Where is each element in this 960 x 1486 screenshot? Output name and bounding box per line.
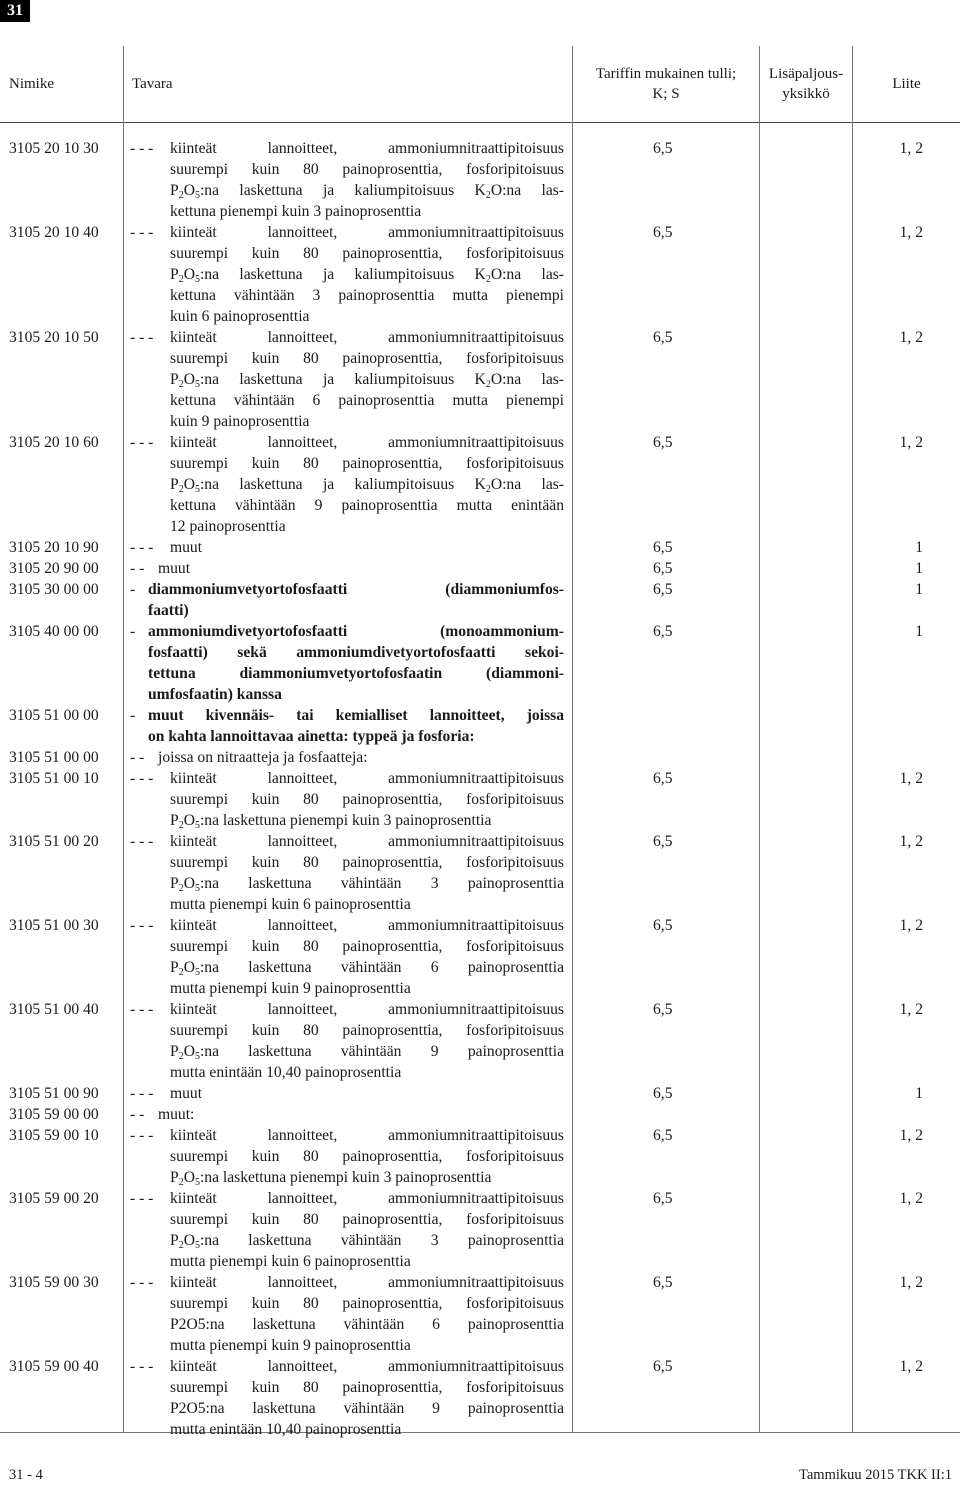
description-line: on kahta lannoittavaa ainetta: typpeä ja fosforia: bbox=[148, 728, 475, 745]
description-line: suurempi kuin 80 painoprosenttia, fosforipitoisuus bbox=[170, 161, 564, 178]
description-line: kiinteät lannoitteet, ammoniumnitraattipitoisuus bbox=[170, 1358, 564, 1375]
description-line: kiinteät lannoitteet, ammoniumnitraattipitoisuus bbox=[170, 770, 564, 787]
row-code: 3105 51 00 00 bbox=[9, 749, 99, 766]
row-liite: 1, 2 bbox=[899, 1190, 923, 1207]
row-code: 3105 51 00 40 bbox=[9, 1001, 99, 1018]
row-level-dash: - bbox=[130, 623, 136, 640]
row-level-dash: - - bbox=[130, 1106, 145, 1123]
description-line: kiinteät lannoitteet, ammoniumnitraattipitoisuus bbox=[170, 1190, 564, 1207]
row-level-dash: - - - bbox=[130, 1190, 154, 1207]
description-line: faatti) bbox=[148, 602, 189, 619]
description-line: mutta pienempi kuin 6 painoprosenttia bbox=[170, 1253, 411, 1270]
row-duty-rate: 6,5 bbox=[653, 770, 673, 787]
row-level-dash: - - bbox=[130, 560, 145, 577]
table-row bbox=[0, 768, 960, 831]
row-level-dash: - - - bbox=[130, 224, 154, 241]
description-line: P2O5:na laskettuna vähintään 9 painoprosenttia bbox=[170, 1400, 564, 1417]
description-line: kettuna vähintään 9 painoprosenttia mutta enintään bbox=[170, 497, 564, 514]
description-line: mutta enintään 10,40 painoprosenttia bbox=[170, 1421, 402, 1438]
row-level-dash: - - - bbox=[130, 1127, 154, 1144]
row-liite: 1, 2 bbox=[899, 1358, 923, 1375]
row-liite: 1 bbox=[915, 539, 923, 556]
row-duty-rate: 6,5 bbox=[653, 1001, 673, 1018]
row-code: 3105 59 00 10 bbox=[9, 1127, 99, 1144]
row-duty-rate: 6,5 bbox=[653, 329, 673, 346]
description-line: suurempi kuin 80 painoprosenttia, fosforipitoisuus bbox=[170, 350, 564, 367]
description-line: umfosfaatin) kanssa bbox=[148, 686, 282, 703]
table-row bbox=[0, 831, 960, 915]
description-line: diammoniumvetyortofosfaatti (diammoniumfos- bbox=[148, 581, 564, 598]
row-liite: 1 bbox=[915, 581, 923, 598]
row-liite: 1, 2 bbox=[899, 224, 923, 241]
row-liite: 1, 2 bbox=[899, 1274, 923, 1291]
row-liite: 1, 2 bbox=[899, 917, 923, 934]
table-header bbox=[0, 46, 960, 122]
description-line: muut bbox=[170, 1085, 203, 1102]
description-line: $P_2O_5:na$ laskettuna ja kaliumpitoisuus $K_2O:na$ las- bbox=[170, 476, 564, 495]
description-line: kettuna vähintään 6 painoprosenttia mutta pienempi bbox=[170, 392, 564, 409]
table-row bbox=[0, 558, 960, 579]
row-code: 3105 20 10 50 bbox=[9, 329, 99, 346]
row-duty-rate: 6,5 bbox=[653, 1274, 673, 1291]
row-duty-rate: 6,5 bbox=[653, 1085, 673, 1102]
table-row bbox=[0, 747, 960, 768]
description-line: suurempi kuin 80 painoprosenttia, fosforipitoisuus bbox=[170, 791, 564, 808]
description-line: muut bbox=[158, 560, 191, 577]
footer-edition: Tammikuu 2015 TKK II:1 bbox=[799, 1467, 952, 1483]
description-line: kettuna vähintään 3 painoprosenttia mutta pienempi bbox=[170, 287, 564, 304]
row-liite: 1, 2 bbox=[899, 434, 923, 451]
header-tavara: Tavara bbox=[132, 76, 173, 92]
description-line: mutta enintään 10,40 painoprosenttia bbox=[170, 1064, 402, 1081]
row-liite: 1 bbox=[915, 623, 923, 640]
description-line: kettuna pienempi kuin 3 painoprosenttia bbox=[170, 203, 422, 220]
row-liite: 1 bbox=[915, 1085, 923, 1102]
row-level-dash: - - - bbox=[130, 140, 154, 157]
footer-page-ref: 31 - 4 bbox=[9, 1467, 43, 1483]
table-row bbox=[0, 1188, 960, 1272]
description-line: muut: bbox=[158, 1106, 195, 1123]
row-code: 3105 51 00 00 bbox=[9, 707, 99, 724]
row-code: 3105 51 00 90 bbox=[9, 1085, 99, 1102]
description-line: muut kivennäis- tai kemialliset lannoitteet, joissa bbox=[148, 707, 564, 724]
description-line: mutta pienempi kuin 6 painoprosenttia bbox=[170, 896, 411, 913]
description-line: P2O5:na laskettuna vähintään 6 painoprosenttia bbox=[170, 1316, 564, 1333]
row-liite: 1, 2 bbox=[899, 770, 923, 787]
row-level-dash: - - - bbox=[130, 917, 154, 934]
row-duty-rate: 6,5 bbox=[653, 1127, 673, 1144]
table-row bbox=[0, 327, 960, 432]
row-duty-rate: 6,5 bbox=[653, 833, 673, 850]
table-row bbox=[0, 1083, 960, 1104]
table-row bbox=[0, 915, 960, 999]
description-line: kuin 6 painoprosenttia bbox=[170, 308, 310, 325]
description-line: kiinteät lannoitteet, ammoniumnitraattipitoisuus bbox=[170, 434, 564, 451]
row-duty-rate: 6,5 bbox=[653, 917, 673, 934]
description-line: suurempi kuin 80 painoprosenttia, fosforipitoisuus bbox=[170, 1379, 564, 1396]
table-row bbox=[0, 432, 960, 537]
row-duty-rate: 6,5 bbox=[653, 581, 673, 598]
row-code: 3105 20 10 30 bbox=[9, 140, 99, 157]
description-line: suurempi kuin 80 painoprosenttia, fosforipitoisuus bbox=[170, 1022, 564, 1039]
description-line: suurempi kuin 80 painoprosenttia, fosforipitoisuus bbox=[170, 455, 564, 472]
row-duty-rate: 6,5 bbox=[653, 434, 673, 451]
row-code: 3105 20 10 40 bbox=[9, 224, 99, 241]
row-level-dash: - - - bbox=[130, 833, 154, 850]
description-line: $P_2O_5:na$ laskettuna vähintään 3 painoprosenttia bbox=[170, 1232, 564, 1251]
row-duty-rate: 6,5 bbox=[653, 1358, 673, 1375]
row-level-dash: - - bbox=[130, 749, 145, 766]
row-liite: 1 bbox=[915, 560, 923, 577]
row-level-dash: - - - bbox=[130, 1274, 154, 1291]
description-line: suurempi kuin 80 painoprosenttia, fosforipitoisuus bbox=[170, 938, 564, 955]
description-line: suurempi kuin 80 painoprosenttia, fosforipitoisuus bbox=[170, 854, 564, 871]
description-line: 12 painoprosenttia bbox=[170, 518, 286, 535]
description-line: kiinteät lannoitteet, ammoniumnitraattipitoisuus bbox=[170, 833, 564, 850]
description-line: $P_2O_5:na$ laskettuna ja kaliumpitoisuus $K_2O:na$ las- bbox=[170, 266, 564, 285]
description-line: kiinteät lannoitteet, ammoniumnitraattipitoisuus bbox=[170, 1127, 564, 1144]
row-code: 3105 20 10 60 bbox=[9, 434, 99, 451]
description-line: $P_2O_5:na$ laskettuna vähintään 3 painoprosenttia bbox=[170, 875, 564, 894]
row-code: 3105 51 00 10 bbox=[9, 770, 99, 787]
row-code: 3105 59 00 20 bbox=[9, 1190, 99, 1207]
row-duty-rate: 6,5 bbox=[653, 140, 673, 157]
description-line: $P_2O_5:na$ laskettuna vähintään 6 painoprosenttia bbox=[170, 959, 564, 978]
description-line: $P_2O_5:na$ laskettuna pienempi kuin 3 painoprosenttia bbox=[170, 812, 492, 831]
description-line: kuin 9 painoprosenttia bbox=[170, 413, 310, 430]
table-row bbox=[0, 1356, 960, 1440]
row-liite: 1, 2 bbox=[899, 329, 923, 346]
row-code: 3105 59 00 00 bbox=[9, 1106, 99, 1123]
description-line: suurempi kuin 80 painoprosenttia, fosforipitoisuus bbox=[170, 245, 564, 262]
row-level-dash: - bbox=[130, 707, 136, 724]
row-duty-rate: 6,5 bbox=[653, 623, 673, 640]
description-line: $P_2O_5:na$ laskettuna ja kaliumpitoisuus $K_2O:na$ las- bbox=[170, 371, 564, 390]
description-line: muut bbox=[170, 539, 203, 556]
description-line: mutta pienempi kuin 9 painoprosenttia bbox=[170, 1337, 411, 1354]
description-line: ammoniumdivetyortofosfaatti (monoammonium- bbox=[148, 623, 564, 640]
table-row bbox=[0, 705, 960, 747]
description-line: kiinteät lannoitteet, ammoniumnitraattipitoisuus bbox=[170, 224, 564, 241]
header-liite: Liite bbox=[892, 76, 921, 92]
row-liite: 1, 2 bbox=[899, 140, 923, 157]
row-level-dash: - - - bbox=[130, 1085, 154, 1102]
row-code: 3105 30 00 00 bbox=[9, 581, 99, 598]
table-row bbox=[0, 222, 960, 327]
row-level-dash: - - - bbox=[130, 1001, 154, 1018]
description-line: kiinteät lannoitteet, ammoniumnitraattipitoisuus bbox=[170, 1001, 564, 1018]
table-row bbox=[0, 1104, 960, 1125]
row-level-dash: - bbox=[130, 581, 136, 598]
table-row bbox=[0, 1125, 960, 1188]
description-line: $P_2O_5:na$ laskettuna vähintään 9 painoprosenttia bbox=[170, 1043, 564, 1062]
page-number-badge: 31 bbox=[0, 0, 30, 22]
table-row bbox=[0, 579, 960, 621]
row-liite: 1, 2 bbox=[899, 1127, 923, 1144]
description-line: suurempi kuin 80 painoprosenttia, fosforipitoisuus bbox=[170, 1211, 564, 1228]
row-liite: 1, 2 bbox=[899, 1001, 923, 1018]
row-code: 3105 40 00 00 bbox=[9, 623, 99, 640]
row-level-dash: - - - bbox=[130, 434, 154, 451]
row-code: 3105 51 00 30 bbox=[9, 917, 99, 934]
description-line: joissa on nitraatteja ja fosfaatteja: bbox=[158, 749, 368, 766]
description-line: kiinteät lannoitteet, ammoniumnitraattipitoisuus bbox=[170, 329, 564, 346]
description-line: fosfaatti) sekä ammoniumdivetyortofosfaatti sekoi- bbox=[148, 644, 564, 661]
row-liite: 1, 2 bbox=[899, 833, 923, 850]
description-line: kiinteät lannoitteet, ammoniumnitraattipitoisuus bbox=[170, 917, 564, 934]
row-code: 3105 51 00 20 bbox=[9, 833, 99, 850]
description-line: $P_2O_5:na$ laskettuna pienempi kuin 3 painoprosenttia bbox=[170, 1169, 492, 1188]
description-line: kiinteät lannoitteet, ammoniumnitraattipitoisuus bbox=[170, 1274, 564, 1291]
description-line: suurempi kuin 80 painoprosenttia, fosforipitoisuus bbox=[170, 1148, 564, 1165]
row-level-dash: - - - bbox=[130, 329, 154, 346]
row-duty-rate: 6,5 bbox=[653, 539, 673, 556]
row-level-dash: - - - bbox=[130, 1358, 154, 1375]
row-duty-rate: 6,5 bbox=[653, 1190, 673, 1207]
row-level-dash: - - - bbox=[130, 539, 154, 556]
description-line: kiinteät lannoitteet, ammoniumnitraattipitoisuus bbox=[170, 140, 564, 157]
description-line: tettuna diammoniumvetyortofosfaatin (diammoni- bbox=[148, 665, 564, 682]
description-line: $P_2O_5:na$ laskettuna ja kaliumpitoisuus $K_2O:na$ las- bbox=[170, 182, 564, 201]
header-lisapaljousyksikko: Lisäpaljous- yksikkö bbox=[768, 66, 844, 102]
table-row bbox=[0, 537, 960, 558]
row-code: 3105 20 90 00 bbox=[9, 560, 99, 577]
table-row bbox=[0, 621, 960, 705]
row-level-dash: - - - bbox=[130, 770, 154, 787]
description-line: suurempi kuin 80 painoprosenttia, fosforipitoisuus bbox=[170, 1295, 564, 1312]
row-duty-rate: 6,5 bbox=[653, 560, 673, 577]
table-row bbox=[0, 138, 960, 222]
description-line: mutta pienempi kuin 9 painoprosenttia bbox=[170, 980, 411, 997]
row-duty-rate: 6,5 bbox=[653, 224, 673, 241]
header-nimike: Nimike bbox=[9, 76, 54, 92]
row-code: 3105 59 00 30 bbox=[9, 1274, 99, 1291]
table-row bbox=[0, 999, 960, 1083]
row-code: 3105 59 00 40 bbox=[9, 1358, 99, 1375]
table-row bbox=[0, 1272, 960, 1356]
row-code: 3105 20 10 90 bbox=[9, 539, 99, 556]
header-tariff: Tariffin mukainen tulli; K; S bbox=[595, 66, 737, 102]
